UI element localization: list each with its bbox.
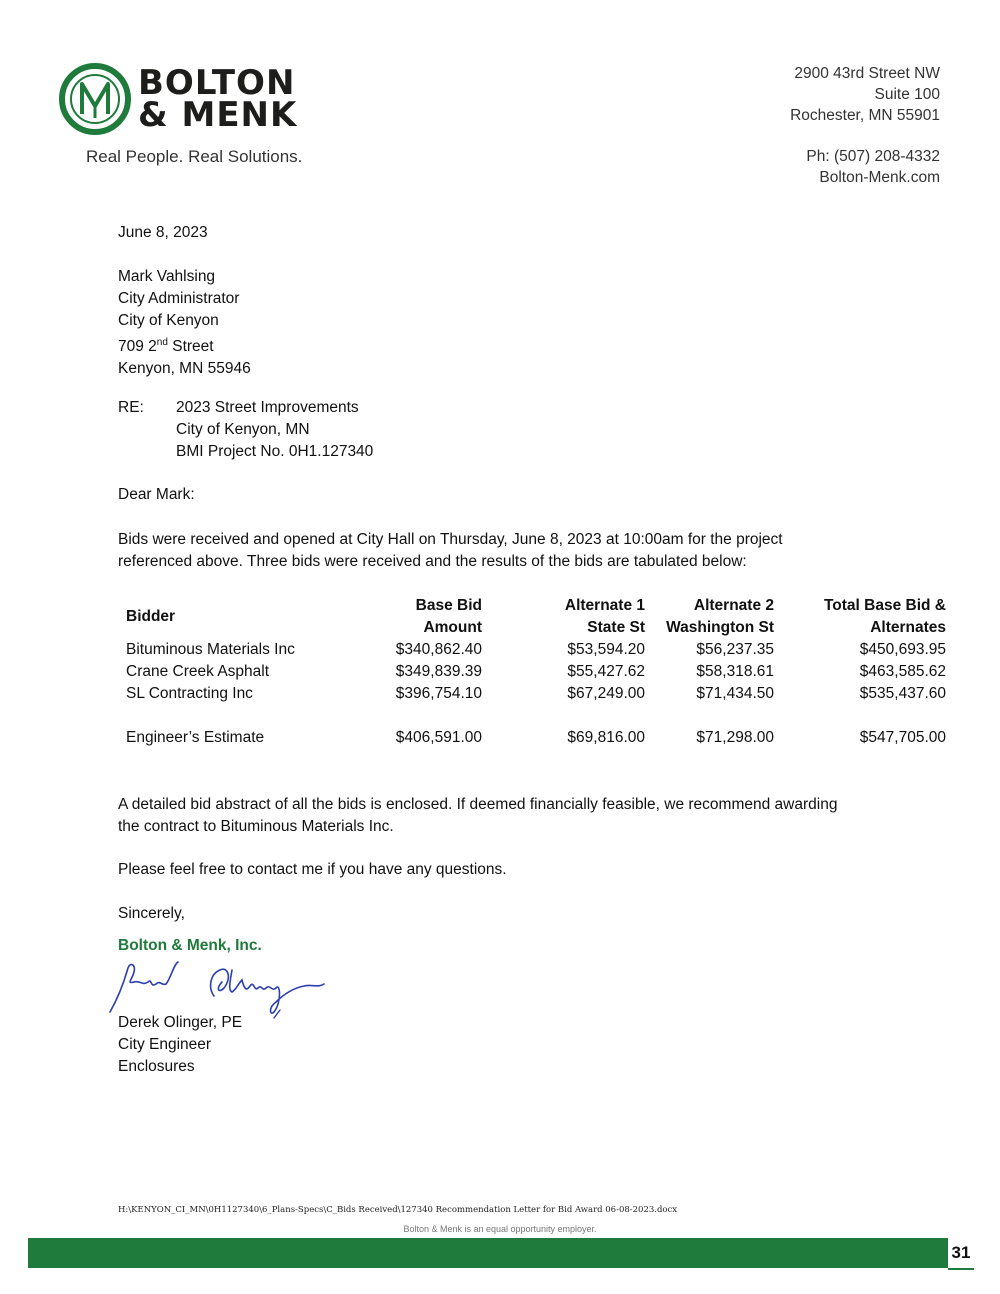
address-line: Suite 100 (874, 86, 940, 103)
recipient-org: City of Kenyon (118, 312, 219, 329)
signer-title: City Engineer (118, 1036, 212, 1053)
file-path: H:\KENYON_CI_MN\0H1127340\6_Plans-Specs\C_Bids Received\127340 Recommendation Letter for Bid Award 06-08-2023.docx (118, 1205, 678, 1215)
recipient-name: Mark Vahlsing (118, 268, 216, 285)
re-line: BMI Project No. 0H1.127340 (176, 443, 374, 460)
total-bid: $463,585.62 (859, 663, 946, 680)
footer-bar (28, 1238, 948, 1268)
alternate-1: $67,249.00 (567, 685, 645, 702)
recipient-title: City Administrator (118, 290, 240, 307)
table-row (120, 661, 952, 683)
estimate-base-bid: $406,591.00 (395, 729, 482, 746)
handwritten-signature-icon (104, 958, 334, 1020)
re-subject (176, 397, 373, 463)
company-address (790, 63, 940, 126)
table-spacer-row (120, 705, 952, 727)
estimate-label: Engineer’s Estimate (126, 729, 265, 746)
table-header-row (120, 595, 952, 639)
header-bidder: Bidder (126, 608, 176, 625)
header-alternate-1: Alternate 1 State St (564, 597, 645, 636)
table-row (120, 683, 952, 705)
company-signature-name: Bolton & Menk, Inc. (118, 937, 262, 954)
logo-wordmark-line1: BOLTON (138, 63, 296, 103)
total-bid: $535,437.60 (859, 685, 946, 702)
salutation: Dear Mark: (118, 486, 195, 503)
re-line: 2023 Street Improvements (176, 399, 359, 416)
estimate-row (120, 727, 952, 749)
tagline: Real People. Real Solutions. (86, 147, 303, 166)
base-bid: $396,754.10 (395, 685, 482, 702)
estimate-alternate-1: $69,816.00 (567, 729, 645, 746)
address-line: Rochester, MN 55901 (790, 107, 940, 124)
bidder-name: SL Contracting Inc (126, 685, 253, 702)
alternate-2: $56,237.35 (696, 641, 774, 658)
enclosures-note: Enclosures (118, 1058, 195, 1075)
signer-name: Derek Olinger, PE (118, 1014, 243, 1031)
closing: Sincerely, (118, 905, 185, 922)
re-line: City of Kenyon, MN (176, 421, 310, 438)
header-alternate-2: Alternate 2 Washington St (666, 597, 774, 636)
bidder-name: Bituminous Materials Inc (126, 641, 295, 658)
re-label: RE: (118, 399, 144, 416)
alternate-2: $58,318.61 (696, 663, 774, 680)
letter-date: June 8, 2023 (118, 224, 208, 241)
recipient-block (118, 266, 251, 380)
base-bid: $349,839.39 (395, 663, 482, 680)
base-bid: $340,862.40 (395, 641, 482, 658)
contact-paragraph: Please feel free to contact me if you have any questions. (118, 861, 507, 878)
bidder-name: Crane Creek Asphalt (126, 663, 270, 680)
header-base-bid: Base Bid Amount (415, 597, 482, 636)
phone-number: Ph: (507) 208-4332 (806, 148, 940, 165)
logo-wordmark-line2: & MENK (138, 95, 298, 135)
intro-paragraph: Bids were received and opened at City Hall on Thursday, June 8, 2023 at 10:00am for the project referenced above. Three bids were received and the results of the bids are tabulated below: (118, 531, 783, 570)
alternate-2: $71,434.50 (696, 685, 774, 702)
estimate-total: $547,705.00 (859, 729, 946, 746)
page-number: 31 (948, 1240, 974, 1270)
recipient-city: Kenyon, MN 55946 (118, 360, 251, 378)
website-link[interactable]: Bolton-Menk.com (819, 169, 940, 186)
address-line: 2900 43rd Street NW (794, 65, 940, 82)
equal-opportunity-statement: Bolton & Menk is an equal opportunity employer. (403, 1224, 597, 1234)
company-contact (806, 146, 940, 188)
alternate-1: $55,427.62 (567, 663, 645, 680)
recommendation-paragraph: A detailed bid abstract of all the bids is enclosed. If deemed financially feasible, we recommend awarding the contract to Bituminous Materials Inc. (118, 796, 838, 835)
header-total: Total Base Bid & Alternates (823, 597, 946, 636)
signer-block (118, 1012, 242, 1078)
total-bid: $450,693.95 (859, 641, 946, 658)
table-row (120, 639, 952, 661)
alternate-1: $53,594.20 (567, 641, 645, 658)
bolton-menk-logo-icon (58, 62, 132, 136)
estimate-alternate-2: $71,298.00 (696, 729, 774, 746)
recipient-street: 709 2nd Street (118, 337, 214, 356)
bid-results-table (120, 595, 952, 749)
